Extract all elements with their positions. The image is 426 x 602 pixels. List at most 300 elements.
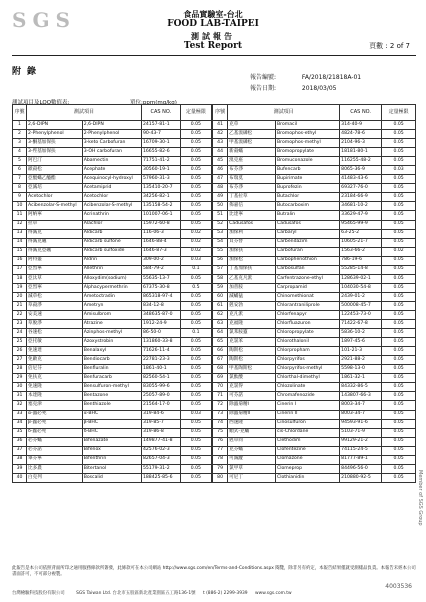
- item-name-zh: 可滅蹤: [228, 455, 276, 464]
- item-name-zh: 除蟲菊精I: [228, 401, 276, 410]
- loq-value: 0.05: [180, 464, 211, 473]
- item-name-zh: 陶斯松: [228, 347, 276, 356]
- loq-value: 0.05: [180, 428, 211, 437]
- loq-value: 0.05: [382, 202, 416, 211]
- row-number: 61: [213, 301, 228, 310]
- table-row: [213, 410, 416, 419]
- row-number: 28: [13, 365, 27, 374]
- item-name-en: Abamectin: [82, 157, 141, 166]
- item-name-en: Chlorthal-dimethyl: [276, 374, 340, 383]
- item-name-zh: 剋草同: [228, 437, 276, 446]
- table-row: [13, 193, 212, 202]
- loq-value: 0.05: [382, 446, 416, 455]
- table-row: [213, 229, 416, 238]
- loq-table-right: [212, 104, 416, 483]
- cas-number: 188425-85-6: [141, 473, 180, 482]
- table-row: [13, 329, 212, 338]
- cas-number: 2439-01-2: [340, 292, 382, 301]
- cas-number: 1646-88-4: [141, 238, 180, 247]
- item-name-en: Bupirimate: [276, 175, 340, 184]
- item-name-zh: 2-Phenylphenol: [27, 130, 83, 139]
- item-name-zh: 除蟲菊精II: [228, 410, 276, 419]
- item-name-en: Bromacil: [276, 121, 340, 130]
- report-number-value: FA/2018/21818A-01: [301, 74, 362, 81]
- table-row: [213, 446, 416, 455]
- table-row: [13, 130, 212, 139]
- item-name-en: Atrazine: [82, 320, 141, 329]
- col-header-cas: CAS NO.: [141, 105, 180, 121]
- item-name-zh: 加普胺: [228, 283, 276, 292]
- table-row: [13, 437, 212, 446]
- item-name-zh: 草脫淨: [27, 320, 83, 329]
- row-number: 73: [213, 410, 228, 419]
- cas-number: 67375-30-8: [141, 283, 180, 292]
- item-name-zh: 丁基加保扶: [228, 265, 276, 274]
- loq-value: 0.05: [180, 139, 211, 148]
- loq-value: 0.05: [180, 419, 211, 428]
- row-number: 38: [13, 455, 27, 464]
- item-name-en: Alphacypermethrin: [82, 283, 141, 292]
- table-row: [213, 338, 416, 347]
- loq-value: 0.05: [382, 292, 416, 301]
- loq-value: 0.05: [382, 229, 416, 238]
- table-row: [13, 455, 212, 464]
- cas-number: 71751-41-2: [141, 157, 180, 166]
- item-name-zh: 草殺淨: [27, 301, 83, 310]
- table-row: [213, 121, 416, 130]
- item-name-zh: 亞汰草: [27, 274, 83, 283]
- footer-company: [12, 590, 416, 596]
- item-name-zh: 比多農: [27, 464, 83, 473]
- item-name-en: Cinerin I: [276, 401, 340, 410]
- loq-value: 0.05: [382, 410, 416, 419]
- item-name-en: β-BHC: [82, 419, 141, 428]
- item-name-zh: 克草: [228, 121, 276, 130]
- cas-number: 101-21-3: [340, 347, 382, 356]
- item-name-zh: 丁基拉草: [228, 193, 276, 202]
- item-name-en: Benalaxyl: [82, 347, 141, 356]
- table-row: [13, 347, 212, 356]
- item-name-zh: 得滅克亞碸: [27, 247, 83, 256]
- row-number: 53: [213, 229, 228, 238]
- row-number: 27: [13, 356, 27, 365]
- row-number: 7: [13, 175, 27, 184]
- item-name-zh: 西速隆: [228, 419, 276, 428]
- row-number: 70: [213, 383, 228, 392]
- loq-value: 0.05: [180, 310, 211, 319]
- cas-number: 122453-73-0: [340, 310, 382, 319]
- item-name-zh: 安美速: [27, 310, 83, 319]
- cas-number: 42576-02-3: [141, 446, 180, 455]
- table-row: [13, 220, 212, 229]
- table-row: [213, 193, 416, 202]
- item-name-zh: 歐殺松: [27, 166, 83, 175]
- cas-number: 116-06-3: [141, 229, 180, 238]
- item-name-zh: 塞克津: [27, 401, 83, 410]
- loq-value: 0.05: [180, 184, 211, 193]
- item-name-en: Alachlor: [82, 220, 141, 229]
- row-number: 49: [213, 193, 228, 202]
- table-row: [213, 392, 416, 401]
- row-number: 10: [13, 202, 27, 211]
- item-name-en: Chlozolinate: [276, 383, 340, 392]
- item-name-zh: 氯甲草: [228, 464, 276, 473]
- loq-value: 0.05: [382, 401, 416, 410]
- row-number: 65: [213, 338, 228, 347]
- item-name-en: Bromophos-methyl: [276, 139, 340, 148]
- table-row: [13, 238, 212, 247]
- row-number: 43: [213, 139, 228, 148]
- col-header-loq: 定量極限: [382, 105, 416, 121]
- company-website[interactable]: www.sgs.com.tw: [255, 591, 292, 596]
- item-name-zh: 亞托敏: [27, 338, 83, 347]
- item-name-en: Cadusafos: [276, 220, 340, 229]
- item-name-zh: 可芬諾: [228, 392, 276, 401]
- item-name-zh: 佈嘉信: [228, 202, 276, 211]
- table-row: [213, 220, 416, 229]
- row-number: 44: [213, 148, 228, 157]
- item-name-zh: 加保松: [228, 256, 276, 265]
- cas-number: 41483-43-6: [340, 175, 382, 184]
- sgs-logo: SGS: [12, 8, 76, 32]
- report-title-zh: 測試報告: [191, 32, 235, 41]
- table-row: [213, 130, 416, 139]
- table-row: [213, 437, 416, 446]
- item-name-en: Bendiocarb: [82, 356, 141, 365]
- item-name-en: Chlorpyrifos-methyl: [276, 365, 340, 374]
- row-number: 34: [13, 419, 27, 428]
- cas-number: 116255-48-2: [340, 157, 382, 166]
- loq-value: 0.05: [382, 464, 416, 473]
- row-number: 42: [213, 130, 228, 139]
- row-number: 54: [213, 238, 228, 247]
- item-name-en: Azinphos-methyl: [82, 329, 141, 338]
- footer-disclaimer: 此報告是本公司依照背面所印之通用服務條款所簽發，此條款可在本公司網站 http://www.sgs.com/en/Terms-and-Conditions.aspx 閱覽，除非另有約定，本報告結果僅就受測樣品負責。本報告未經本公司書面許可，不可部分複製。: [12, 566, 416, 577]
- item-name-en: Benfuracarb: [82, 374, 141, 383]
- item-name-en: Acibenzolar-S-methyl: [82, 202, 141, 211]
- loq-value: 0.05: [382, 329, 416, 338]
- item-name-zh: 倍尼芬: [27, 365, 83, 374]
- cas-number: 131860-33-8: [141, 338, 180, 347]
- item-name-en: Butachlor: [276, 193, 340, 202]
- cas-number: 81777-89-1: [340, 455, 382, 464]
- row-number: 8: [13, 184, 27, 193]
- cas-number: 5598-13-0: [340, 365, 382, 374]
- table-row: [13, 184, 212, 193]
- item-name-zh: 乙基克凡派: [228, 274, 276, 283]
- cas-number: 210880-92-5: [340, 473, 382, 482]
- row-number: 29: [13, 374, 27, 383]
- item-name-en: 2,6-DIPN: [82, 121, 141, 130]
- item-name-en: Chlorpropham: [276, 347, 340, 356]
- cas-number: 348635-87-0: [141, 310, 180, 319]
- loq-value: 0.05: [382, 238, 416, 247]
- cas-number: 314-40-9: [340, 121, 382, 130]
- loq-value: 0.05: [382, 130, 416, 139]
- row-number: 64: [213, 329, 228, 338]
- item-name-en: Bentazone: [82, 392, 141, 401]
- cas-number: 1897-45-6: [340, 338, 382, 347]
- item-name-en: Aldicarb sulfoxide: [82, 247, 141, 256]
- col-header-item: 測試項目: [228, 105, 340, 121]
- row-number: 35: [13, 428, 27, 437]
- table-row: [13, 301, 212, 310]
- loq-value: 0.05: [180, 166, 211, 175]
- loq-value: 0.05: [382, 374, 416, 383]
- table-row: [213, 365, 416, 374]
- item-name-en: Bifenthrin: [82, 455, 141, 464]
- cas-number: 1861-32-1: [340, 374, 382, 383]
- cas-number: 10605-21-7: [340, 238, 382, 247]
- item-name-zh: 白克列: [27, 473, 83, 482]
- row-number: 72: [213, 401, 228, 410]
- loq-value: 0.05: [382, 473, 416, 482]
- item-name-zh: 甲基陶斯松: [228, 365, 276, 374]
- item-name-en: Bromophos-ethyl: [276, 130, 340, 139]
- loq-table-left: [12, 104, 212, 483]
- loq-value: 0.05: [382, 193, 416, 202]
- report-date-value: 2018/03/05: [301, 85, 337, 92]
- item-name-zh: 阿特靈: [27, 256, 83, 265]
- item-name-en: Aldicarb: [82, 229, 141, 238]
- loq-value: 0.05: [180, 374, 211, 383]
- cas-number: 94593-91-6: [340, 419, 382, 428]
- cas-number: 5836-10-2: [340, 329, 382, 338]
- row-number: 63: [213, 320, 228, 329]
- cas-number: 71422-67-8: [340, 320, 382, 329]
- item-name-en: Carbophenothion: [276, 256, 340, 265]
- table-row: [213, 428, 416, 437]
- cas-number: 30560-19-1: [141, 166, 180, 175]
- item-name-en: cis-Chlordane: [276, 428, 340, 437]
- col-header-no: 序號: [213, 105, 228, 121]
- loq-value: 0.05: [382, 274, 416, 283]
- row-number: 25: [13, 338, 27, 347]
- cas-number: 101007-06-1: [141, 211, 180, 220]
- row-number: 46: [213, 166, 228, 175]
- loq-value: 0.05: [382, 283, 416, 292]
- col-header-item: 測試項目: [27, 105, 142, 121]
- loq-value: 0.05: [180, 338, 211, 347]
- item-name-zh: 克氯苯: [228, 338, 276, 347]
- table-row: [13, 356, 212, 365]
- item-name-en: Bufencarb: [276, 166, 340, 175]
- row-number: 56: [213, 256, 228, 265]
- item-name-zh: 布瑞莫: [228, 175, 276, 184]
- loq-value: 0.05: [180, 202, 211, 211]
- cas-number: 1912-24-9: [141, 320, 180, 329]
- table-row: [13, 401, 212, 410]
- loq-value: 0.02: [180, 247, 211, 256]
- table-row: [213, 256, 416, 265]
- row-number: 24: [13, 329, 27, 338]
- table-row: [213, 265, 416, 274]
- item-name-en: Acrinathrin: [82, 211, 141, 220]
- table-row: [13, 274, 212, 283]
- cas-number: 86-50-0: [141, 329, 180, 338]
- loq-value: 0.05: [382, 392, 416, 401]
- row-number: 52: [213, 220, 228, 229]
- table-row: [213, 211, 416, 220]
- item-name-zh: 克氯得: [228, 383, 276, 392]
- cas-number: 83055-99-6: [141, 383, 180, 392]
- cas-number: 135158-54-2: [141, 202, 180, 211]
- row-number: 22: [13, 310, 27, 319]
- row-number: 69: [213, 374, 228, 383]
- item-name-zh: 必芬諾: [27, 446, 83, 455]
- item-name-en: Chlorothalonil: [276, 338, 340, 347]
- item-name-en: δ-BHC: [82, 428, 141, 437]
- item-name-en: Buprofezin: [276, 184, 340, 193]
- loq-value: 0.05: [180, 383, 211, 392]
- table-row: [213, 166, 416, 175]
- page-number: 頁數 : 2 of 7: [369, 42, 410, 50]
- loq-value: 0.05: [382, 437, 416, 446]
- loq-value: 0.05: [180, 211, 211, 220]
- item-name-zh: 亞烈寧: [27, 283, 83, 292]
- row-number: 14: [13, 238, 27, 247]
- row-number: 15: [13, 247, 27, 256]
- report-title-en: Test Report: [183, 41, 243, 51]
- table-row: [13, 202, 212, 211]
- loq-value: 0.05: [382, 320, 416, 329]
- item-name-en: Cinerin II: [276, 410, 340, 419]
- company-phone: t (886-2) 2299-3939: [202, 591, 248, 596]
- cas-number: 25057-89-0: [141, 392, 180, 401]
- cas-number: 149877-41-8: [141, 437, 180, 446]
- cas-number: 16709-30-1: [141, 139, 180, 148]
- loq-value: 0.05: [180, 220, 211, 229]
- cas-number: 500008-45-7: [340, 301, 382, 310]
- lab-name-zh: 食品實驗室-台北: [183, 10, 243, 19]
- cas-number: 57960-31-3: [141, 175, 180, 184]
- cas-number: 18181-80-1: [340, 148, 382, 157]
- cas-number: 34256-82-1: [141, 193, 180, 202]
- row-number: 5: [13, 157, 27, 166]
- item-name-en: Ametryn: [82, 301, 141, 310]
- item-name-zh: 滅草松: [27, 292, 83, 301]
- row-number: 39: [13, 464, 27, 473]
- item-name-en: Boscalid: [82, 473, 141, 482]
- item-name-en: Aldrin: [82, 256, 141, 265]
- item-name-zh: 免速達: [27, 347, 83, 356]
- loq-value: 0.05: [382, 121, 416, 130]
- row-number: 2: [13, 130, 27, 139]
- cas-number: 8065-36-9: [340, 166, 382, 175]
- row-number: 71: [213, 392, 228, 401]
- loq-value: 0.05: [180, 274, 211, 283]
- item-name-zh: 剋安勃: [228, 301, 276, 310]
- table-row: [213, 356, 416, 365]
- item-name-zh: 必芬蟎: [27, 437, 83, 446]
- cas-number: 319-84-6: [141, 410, 180, 419]
- item-name-en: Butralin: [276, 211, 340, 220]
- item-name-zh: Cadusafos: [228, 220, 276, 229]
- cas-number: 84496-56-0: [340, 464, 382, 473]
- table-row: [13, 211, 212, 220]
- row-number: 37: [13, 446, 27, 455]
- item-name-en: Carbofuran: [276, 247, 340, 256]
- loq-value: 0.05: [382, 256, 416, 265]
- loq-value: 0.05: [382, 139, 416, 148]
- table-row: [213, 175, 416, 184]
- item-name-zh: 2,6-DIPN: [27, 121, 83, 130]
- item-name-zh: δ-蟲必死: [27, 428, 83, 437]
- cas-number: 33629-47-9: [340, 211, 382, 220]
- loq-value: 0.05: [180, 437, 211, 446]
- loq-value: 0.05: [382, 356, 416, 365]
- loq-value: 0.1: [180, 265, 211, 274]
- item-name-zh: 甲基溴磷松: [228, 139, 276, 148]
- cas-number: 1563-66-2: [340, 247, 382, 256]
- report-date: [250, 83, 337, 92]
- cas-number: 34681-10-2: [340, 202, 382, 211]
- table-row: [213, 247, 416, 256]
- item-name-zh: 加保利: [228, 229, 276, 238]
- item-name-en: Carbendazim: [276, 238, 340, 247]
- item-name-en: Acequinocyl-hydroxyl: [82, 175, 141, 184]
- table-row: [13, 157, 212, 166]
- loq-value: 0.05: [382, 310, 416, 319]
- table-row: [13, 148, 212, 157]
- table-row: [13, 365, 212, 374]
- table-row: [13, 121, 212, 130]
- cas-number: 1861-40-1: [141, 365, 180, 374]
- loq-value: 0.05: [382, 365, 416, 374]
- item-name-zh: 比達寧: [228, 211, 276, 220]
- lab-name-en: FOOD LAB-TAIPEI: [167, 19, 259, 29]
- table-row: [13, 139, 212, 148]
- item-name-zh: 亞烈寧: [27, 265, 83, 274]
- col-header-loq: 定量極限: [180, 105, 211, 121]
- row-number: 75: [213, 428, 228, 437]
- table-row: [213, 310, 416, 319]
- item-name-zh: 氯酞酸: [228, 374, 276, 383]
- item-name-en: 3-keto Carbofuran: [82, 139, 141, 148]
- row-number: 77: [213, 446, 228, 455]
- item-name-en: Chromafenozide: [276, 392, 340, 401]
- cas-number: 8003-34-7: [340, 401, 382, 410]
- cas-number: 104030-54-8: [340, 283, 382, 292]
- item-name-en: Chlorfenapyr: [276, 310, 340, 319]
- item-name-en: Acetamiprid: [82, 184, 141, 193]
- item-name-en: Bromuconazole: [276, 157, 340, 166]
- row-number: 9: [13, 193, 27, 202]
- item-name-zh: 順式-克蟎: [228, 428, 276, 437]
- table-row: [13, 383, 212, 392]
- table-row: [13, 166, 212, 175]
- company-name: 台灣檢驗科技股份有限公司: [12, 591, 65, 596]
- table-row: [13, 419, 212, 428]
- item-name-zh: 可尼丁: [228, 473, 276, 482]
- cas-number: 4824-78-6: [340, 130, 382, 139]
- table-row: [13, 283, 212, 292]
- item-name-en: Amisulbrom: [82, 310, 141, 319]
- loq-value: 0.05: [382, 184, 416, 193]
- item-name-zh: 乙基溴磷松: [228, 130, 276, 139]
- cas-number: 15972-60-8: [141, 220, 180, 229]
- item-name-zh: 3-酮基加保扶: [27, 139, 83, 148]
- item-name-en: Chinomethionat: [276, 292, 340, 301]
- row-number: 48: [213, 184, 228, 193]
- item-name-en: Chlorpyrifos: [276, 356, 340, 365]
- loq-value: 0.05: [382, 419, 416, 428]
- loq-value: 0.03: [382, 166, 416, 175]
- loq-value: 0.05: [382, 157, 416, 166]
- table-row: [213, 157, 416, 166]
- loq-value: 0.05: [180, 392, 211, 401]
- row-number: 23: [13, 320, 27, 329]
